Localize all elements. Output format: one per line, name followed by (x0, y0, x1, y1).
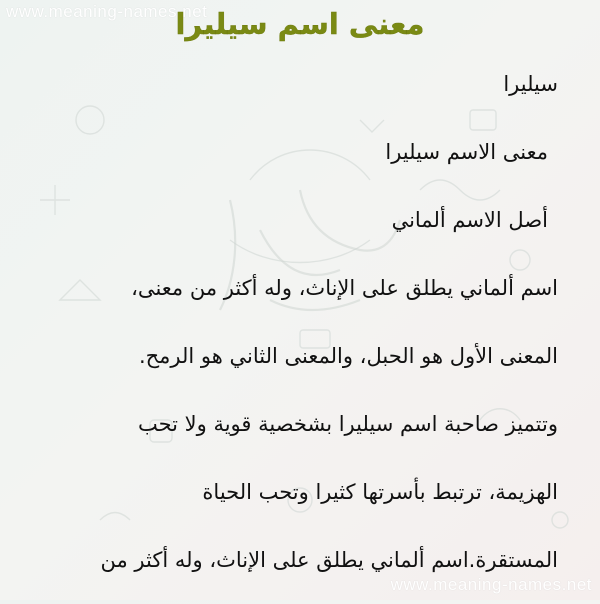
text-line-name: سيليرا (503, 72, 558, 96)
text-line: المستقرة.اسم ألماني يطلق على الإناث، وله أكثر من (100, 548, 558, 572)
title-bar (0, 0, 600, 50)
text-line: اسم ألماني يطلق على الإناث، وله أكثر من معنى، (131, 276, 558, 300)
page-title: معنى اسم سيليرا (175, 7, 425, 41)
text-line: وتتميز صاحبة اسم سيليرا بشخصية قوية ولا تحب (137, 412, 558, 436)
watermark-top: www.meaning-names.net (6, 2, 208, 21)
text-line: المعنى الأول هو الحبل، والمعنى الثاني هو الرمح. (138, 344, 558, 368)
text-line: الهزيمة، ترتبط بأسرتها كثيرا وتحب الحياة (202, 480, 558, 504)
watermark-bottom: www.meaning-names.net (390, 575, 592, 594)
article-body (40, 60, 558, 604)
text-line-meaning-heading: معنى الاسم سيليرا (385, 140, 548, 164)
text-line-origin: أصل الاسم ألماني (391, 208, 548, 232)
